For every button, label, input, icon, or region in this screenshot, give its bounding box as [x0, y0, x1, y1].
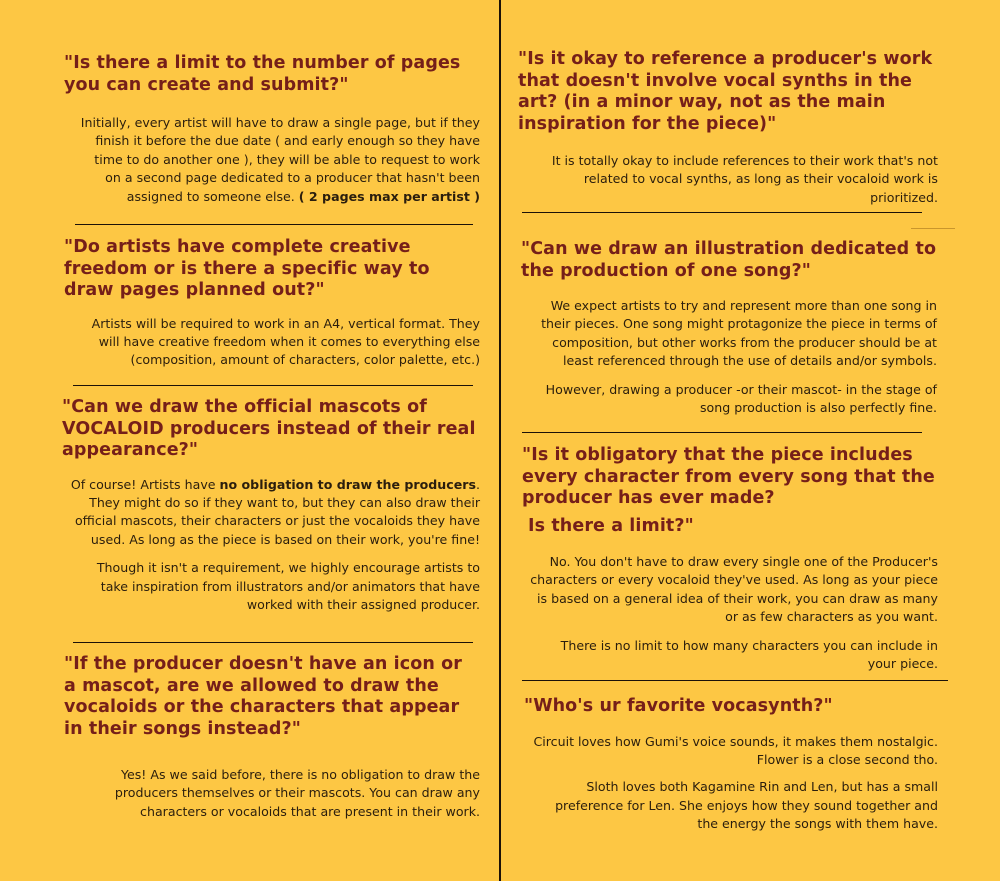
faq-answer: It is totally okay to include references to their work that's not related to vocal synths, as long as their vocaloid work is prioritized. [551, 153, 938, 205]
faq-answer-secondary: However, drawing a producer -or their mascot- in the stage of song production is also perfectly fine. [545, 381, 937, 416]
section-divider [522, 680, 948, 681]
faq-question-subtext: Is there a limit?" [528, 515, 694, 536]
faq-answer-secondary: Though it isn't a requirement, we highly encourage artists to take inspiration from illustrators and/or animators that have worked with their assigned producer. [96, 560, 480, 612]
faq-answer [66, 476, 480, 550]
faq-item-favorite-vocasynth [524, 696, 938, 834]
faq-item-page-limit [64, 53, 480, 206]
faq-question: "Is there a limit to the number of pages you can create and submit?" [64, 53, 461, 95]
faq-answer-text: Of course! Artists have [70, 476, 220, 492]
faq-question: "Is it okay to reference a producer's work that doesn't involve vocal synths in the art? (in a minor way, not as the main inspiration for the piece)" [518, 49, 933, 134]
faq-question: "Who's ur favorite vocasynth?" [524, 696, 833, 716]
faq-question [522, 445, 938, 537]
column-divider [499, 0, 501, 881]
section-divider [73, 642, 473, 643]
faq-answer: Artists will be required to work in an A4, vertical format. They will have creative freedom when it comes to everything else (composition, amount of characters, color palette, etc.) [91, 315, 480, 368]
section-divider [522, 432, 922, 433]
faq-item-no-icon [64, 654, 480, 821]
faq-question: "Can we draw an illustration dedicated to the production of one song?" [521, 239, 937, 281]
faq-answer-secondary: There is no limit to how many characters you can include in your piece. [560, 637, 938, 672]
faq-answer: We expect artists to try and represent more than one song in their pieces. One song might protagonize the piece in terms of composition, but other works from the producer should be at least referenced through the use of details and/or symbols. [541, 298, 937, 369]
section-divider [522, 212, 922, 213]
faq-answer-text: Initially, every artist will have to draw a single page, but if they finish it before the due date ( and early enough so they have time to do another one ), they will be able to request to work on a second page dedicated to a producer that hasn't been assigned to someone else. [80, 115, 480, 204]
section-divider [73, 385, 473, 386]
faq-item-one-song [521, 239, 937, 417]
faq-question: "If the producer doesn't have an icon or a mascot, are we allowed to draw the vocaloids or the characters that appear in their songs instead?" [64, 654, 462, 739]
faq-item-official-mascots [62, 397, 480, 614]
faq-question: "Can we draw the official mascots of VOCALOID producers instead of their real appearance?" [62, 397, 476, 460]
faq-question-text: "Is it obligatory that the piece includes every character from every song that the producer has ever made? [522, 445, 935, 508]
faq-item-creative-freedom [64, 237, 480, 370]
faq-answer: No. You don't have to draw every single one of the Producer's characters or every vocaloid they've used. As long as your piece is based on a general idea of their work, you can draw as many or as few characters as you want. [530, 554, 938, 625]
faq-item-every-character [522, 445, 938, 673]
faq-answer-text: . They might do so if they want to, but they can also draw their official mascots, their characters or just the vocaloids they have used. As long as the piece is based on their work, you're fine! [74, 476, 480, 547]
faq-answer-emphasis: ( 2 pages max per artist ) [298, 188, 480, 204]
faq-answer: Circuit loves how Gumi's voice sounds, it makes them nostalgic. Flower is a close second tho. [533, 733, 938, 767]
faq-question: "Do artists have complete creative freedom or is there a specific way to draw pages planned out?" [64, 237, 430, 300]
faq-answer-emphasis: no obligation to draw the producers [219, 476, 476, 492]
faq-answer-secondary: Sloth loves both Kagamine Rin and Len, but has a small preference for Len. She enjoys how they sound together and the energy the songs with them have. [555, 779, 938, 832]
faq-answer: Yes! As we said before, there is no obligation to draw the producers themselves or their mascots. You can draw any characters or vocaloids that are present in their work. [114, 767, 480, 819]
section-divider [75, 224, 473, 225]
section-divider-faint [911, 228, 955, 229]
faq-item-reference-work [518, 49, 938, 207]
faq-answer [78, 114, 480, 206]
